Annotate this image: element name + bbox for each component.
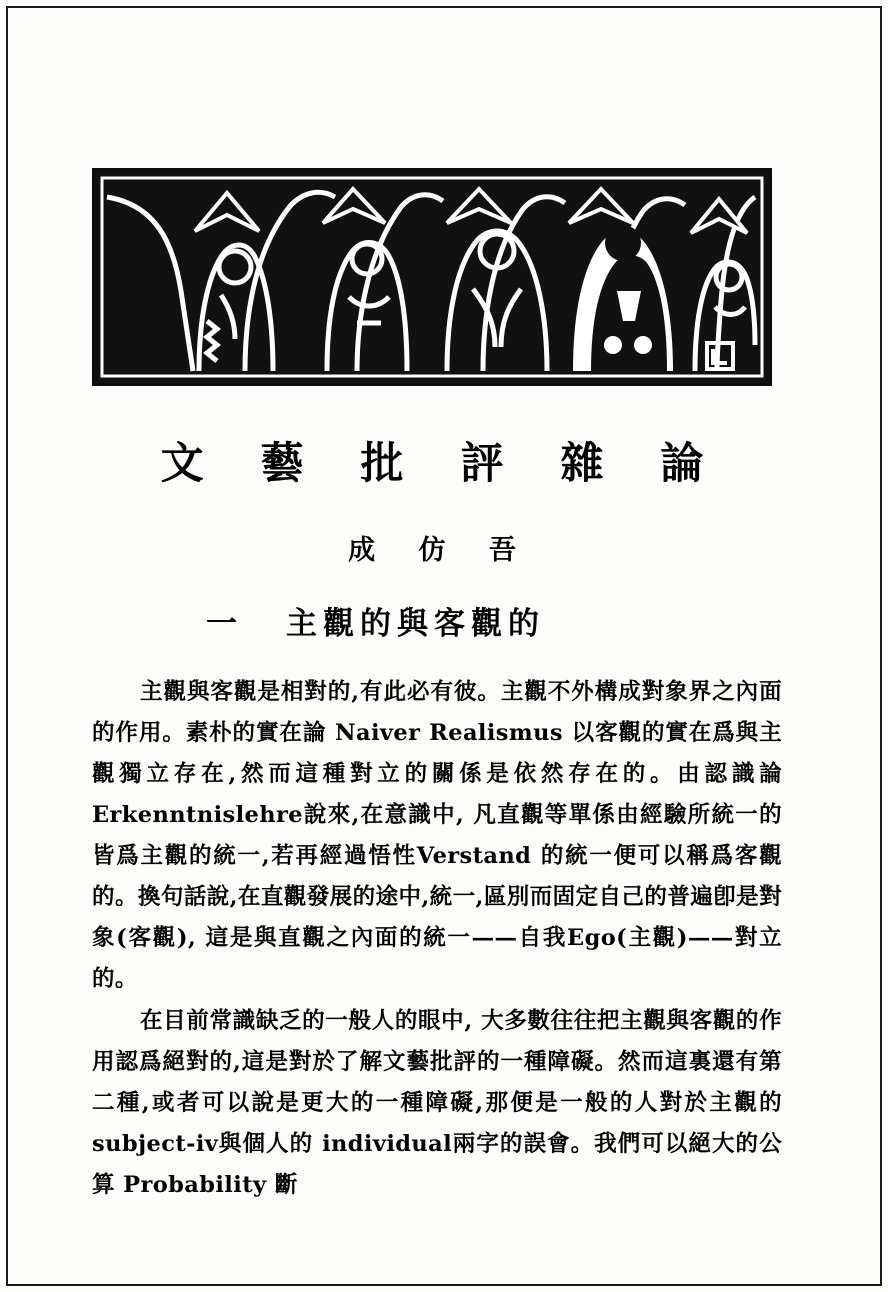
woodcut-figures-frieze-icon xyxy=(92,168,772,386)
section-heading xyxy=(92,598,772,643)
author-name: 成 仿 吾 xyxy=(348,535,533,566)
paragraph: 主觀與客觀是相對的,有此必有彼。主觀不外構成對象界之內面的作用。素朴的實在論 Naiver Realismus 以客觀的實在爲與主觀獨立存在,然而這種對立的關係是依然存在的。由認識論Erkenntnislehre說來,在意識中, 凡直觀等單係由經驗所統一的皆爲主觀的統一,若再經過悟性Verstand 的統一便可以稱爲客觀的。換句話說,在直觀發展的途中,統一,區別而固定自己的普遍卽是對象(客觀), 這是與直觀之內面的統一——自我Ego(主觀)——對立的。 xyxy=(92,679,782,992)
section-number: 一 xyxy=(206,606,240,642)
section-title: 主觀的與客觀的 xyxy=(286,606,545,642)
page-content xyxy=(92,0,798,1292)
paragraph: 在目前常識缺乏的一般人的眼中, 大多數往往把主觀與客觀的作用認爲絕對的,這是對於了解文藝批評的一種障礙。然而這裏還有第二種,或者可以說是更大的一種障礙,那便是一般的人對於主觀的 subject-iv與個人的 individual兩字的誤會。我們可以絕大的公算 Probability 斷 xyxy=(92,1008,782,1198)
page-title: 文 藝 批 評 雜 論 xyxy=(160,439,725,489)
body-text xyxy=(92,672,782,1207)
